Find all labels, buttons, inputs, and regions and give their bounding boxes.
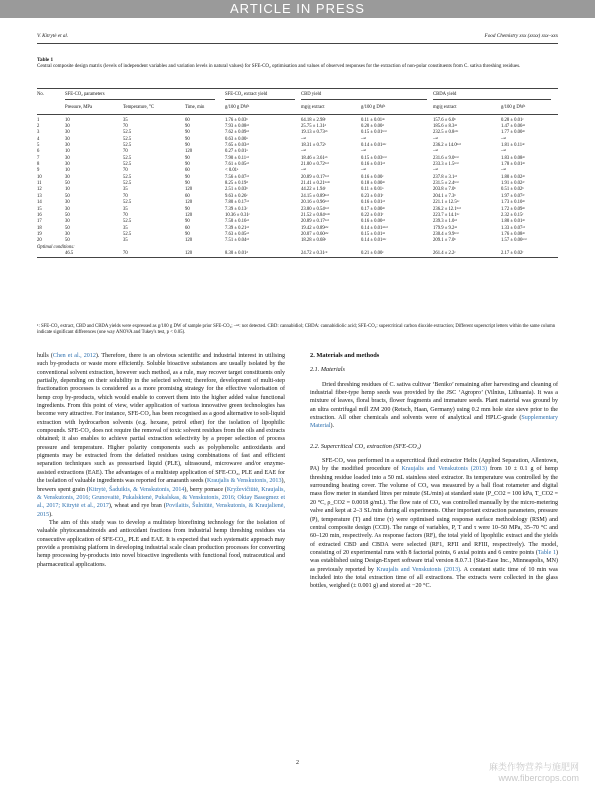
table-cell: 120	[185, 238, 193, 244]
table-cell: 44.22 ± 1.94ᵉ	[301, 187, 326, 193]
table-cell: 50	[65, 225, 70, 231]
header-rule	[37, 43, 558, 44]
table-cell: 8	[37, 162, 40, 168]
table-cell: 7.39 ± 0.13ᶜ	[225, 206, 248, 212]
text-run: ), berry pomace (	[184, 486, 227, 493]
table-cell: 52.5	[123, 181, 132, 187]
table-cell: 30	[65, 124, 70, 130]
table-cell: –ᵃᵈ	[433, 149, 439, 155]
header-pressure: Pressure, MPa	[65, 103, 123, 114]
table-cell: 0.18 ± 0.00ᵈᵉ	[361, 181, 385, 187]
header-cbd-unit-dw: g/100 g DW¹	[361, 103, 433, 114]
table-cell: 30	[65, 231, 70, 237]
table-row	[37, 114, 558, 124]
table-cell: 60	[185, 117, 190, 123]
table-cell: 64.18 ± 2.98ᵉ	[301, 117, 326, 123]
table-cell: –ᵃᵈ	[433, 136, 439, 142]
table-cell: 7.56 ± 0.07ᶜᵈ	[225, 174, 249, 180]
table-cell: 230.4 ± 9.9ᵇᶜᵈ	[433, 231, 459, 237]
table-cell: 0.14 ± 0.01ᵃᵇᶜᵈ	[361, 225, 388, 231]
table-cell: 90	[185, 174, 190, 180]
table-cell: 35	[123, 238, 128, 244]
table-cell: 261.4 ± 2.2ᵉ	[433, 251, 501, 258]
table-cell: 11	[37, 181, 42, 187]
citation-link[interactable]: Kryževičiūtė, Kraujalis, & Venskutonis, 2016; Grunovaitė, Pukalskienė, Pukalskas, & Venskutonis, 2016; Oktay Basegmez et al., 2017; Kitrytė et al., 2017	[37, 486, 285, 510]
section-heading-materials-methods: 2. Materials and methods	[310, 352, 380, 359]
table-cell: 7.93 ± 0.08ᵉᵈ	[225, 124, 249, 130]
table-caption: Central composite design matrix (levels of independent variables and variation levels in natural values) for SFE-CO₂ optimisation and values of observed responses for the extraction of non-polar constituents from C. sativa threshing residues.	[37, 64, 521, 69]
table-cell: 90	[185, 206, 190, 212]
table-cell	[37, 251, 65, 258]
table-cell: 20.89 ± 0.17ᵇᶜᵈ	[301, 219, 329, 225]
table-cell: 0.14 ± 0.01ᵃᵇᶜ	[361, 238, 387, 244]
table-cell: 19	[37, 231, 42, 237]
table-cell: 35	[123, 187, 128, 193]
table-cell: 0.11 ± 0.01ᵃᵇ	[361, 117, 385, 123]
header-temperature: Temperature, °C	[123, 103, 185, 114]
table-cell: 20.16 ± 0.96ᵇᶜᵈ	[301, 200, 329, 206]
table-cell: 18	[37, 225, 42, 231]
table-cell: 0.14 ± 0.01ᵃᵇᶜ	[361, 143, 387, 149]
table-cell: 52.5	[123, 200, 132, 206]
citation-link[interactable]: Kraujalis and Venskutonis (2013)	[376, 566, 461, 573]
running-header-journal: Food Chemistry xxx (xxxx) xxx–xxx	[484, 33, 558, 39]
table-cell: 19.42 ± 0.89ᵃᵇᶜ	[301, 225, 329, 231]
table-cell: 7.65 ± 0.03ᶜᵈ	[225, 143, 249, 149]
table-cell: –ᵃᵈ	[361, 168, 367, 174]
table-cell: 30	[65, 130, 70, 136]
table-cell: 185.6 ± 8.3ᵃᵇ	[433, 124, 458, 130]
table-cell: 0.16 ± 0.01ᶜᵈ	[361, 162, 385, 168]
table-cell: 120	[185, 200, 193, 206]
table-cell: 35	[123, 206, 128, 212]
table-cell: 60	[185, 225, 190, 231]
table-cell: –ᵃᵈ	[361, 149, 367, 155]
table-cell: 7.63 ± 0.05ᶜᵈ	[225, 231, 249, 237]
table-cell: 46.5	[65, 251, 123, 258]
right-text-column	[310, 352, 558, 591]
table-cell: 1.81 ± 0.11ᵈᵉ	[501, 143, 525, 149]
table-cell: 3	[37, 130, 40, 136]
table-cell: 2	[37, 124, 40, 130]
left-text-column	[37, 352, 285, 569]
table-cell: 20.07 ± 0.60ᵃᵇᶜ	[301, 231, 329, 237]
table-cell: 1.57 ± 0.06ᵇᶜᵈ	[501, 238, 527, 244]
table-cell: 231.5 ± 2.4ᵇᶜᵈ	[433, 181, 459, 187]
text-run: ), brewers spent grain (	[37, 478, 285, 493]
table-cell: 60	[185, 168, 190, 174]
table-cell: 120	[185, 212, 193, 218]
text-run: ) was established using Design-Expert software trial version 8.0.7.1 (Stat-Ease Inc., Minneapolis, MN) as previously reported by	[310, 549, 558, 573]
text-run: ).	[330, 423, 335, 430]
table-cell: 7.90 ± 0.11ᶜᵈ	[225, 155, 249, 161]
table-cell: 1.76 ± 0.03ᵇ	[225, 117, 248, 123]
table-cell: 16	[37, 212, 42, 218]
table-cell: 30	[65, 155, 70, 161]
table-link[interactable]: Table 1	[537, 549, 556, 556]
table-cell: 52.5	[123, 174, 132, 180]
table-cell: –ᵃᵈ	[501, 168, 507, 174]
text-run: . A constant static time of 10 min was included into the total extraction time of all extractions. The extracts were collected in the glass bottles, weighed (± 0.001 g) and stored at −20 °C.	[310, 566, 558, 590]
table-cell: < 0.01ᵃ	[225, 168, 239, 174]
table-cell: 50	[65, 212, 70, 218]
table-cell: 2.17 ± 0.02ᶠ	[501, 251, 558, 258]
table-footnote: ¹: SFE-CO₂ extract, CBD and CBDA yields were expressed as g/100 g DW of sample prior SFE-CO₂; –ⁿᵈ: not detected. CBD: cannabidiol; CBDA: cannabidiolic acid; SFE-CO₂: supercritical carbon dioxide extraction; Different superscript letters within the same column indicate significant differences (one way ANOVA and Tukey's test, p < 0.05).	[37, 324, 556, 336]
central-composite-design-table	[37, 91, 558, 258]
text-run: hulls (	[37, 353, 53, 359]
table-cell: 120	[185, 149, 193, 155]
table-cell: 10.36 ± 0.31ᵉ	[225, 212, 250, 218]
table-cell: 70	[123, 168, 128, 174]
table-cell: 90	[185, 143, 190, 149]
table-cell: 10	[65, 168, 70, 174]
table-cell: 1.77 ± 0.00ᵈᵉ	[501, 130, 525, 136]
table-cell: 0.16 ± 0.01ᶜᵈ	[361, 200, 385, 206]
table-cell: 10	[65, 117, 70, 123]
table-cell: 2.51 ± 0.03ᵇ	[225, 187, 248, 193]
table-cell: 0.15 ± 0.03ᵇᶜᵈ	[361, 155, 387, 161]
table-cell: 7.80 ± 0.17ᶜᵈ	[225, 200, 249, 206]
text-run: ).	[49, 511, 53, 518]
table-cell: –ᵃᵈ	[501, 136, 507, 142]
table-cell: 30	[65, 136, 70, 142]
table-cell: 90	[185, 162, 190, 168]
table-cell: 2.32 ± 0.15ᶠ	[501, 212, 524, 218]
table-cell: 52.5	[123, 136, 132, 142]
table-cell: 203.8 ± 7.0ᵇ	[433, 187, 456, 193]
text-run: from 10 ± 0.1 g of hemp threshing residue loaded into a 50 mL stainless steel extractor. Its temperature was controlled by the surrounding heating cover. The volume of CO₂ was measured by a ball float rotameter and digital mass flow meter in standard litres per minute (SL/min) at standard state (P_CO2 = 100 kPa, T_CO2 = 20 °C, ρ_CO2 = 0.0018 g/mL). The flow rate of CO₂ was controlled manually by the micro-metering valve and kept at 2–3 SL/min during all experiments. Other important extraction parameters, pressure (P), temperature (T) and time (τ) were optimised using response surface methodology (RSM) and central composite design (CCD). The range of variables, P, T and τ were 10–50 MPa, 35–70 °C and 60–120 min, respectively. As response factors (RF), the total yield of lipophilic extract and the yields of extracted CBD and CBDA were selected (RF1, RFII and RFIII, respectively). The model, consisting of 20 experimental runs with 8 factorial points, 6 axial points and 6 centre points (	[310, 466, 558, 556]
table-cell: 23.80 ± 0.54ᵇᶜᵈ	[301, 206, 329, 212]
text-run: ), wheat and rye bran (	[108, 503, 166, 510]
table-cell: 10	[65, 149, 70, 155]
citation-link[interactable]: Povilaitis, Šulniūtė, Venskutonis, & Kraujalienė, 2015	[37, 503, 285, 518]
header-cbd-yield: CBD yield	[301, 92, 427, 100]
header-time: Time, min	[185, 103, 225, 114]
table-cell: 0.51 ± 0.02ᵇ	[501, 187, 524, 193]
table-cell: 35	[123, 117, 128, 123]
table-cell: 18.31 ± 0.72ᵃ	[301, 143, 326, 149]
table-cell: 50	[65, 193, 70, 199]
table-cell: 223.7 ± 14.1ᵇᶜ	[433, 212, 460, 218]
table-cell: 19.13 ± 0.73ᵃᵇ	[301, 130, 328, 136]
header-sfe-parameters: SFE-CO₂ parameters	[65, 92, 215, 100]
table-cell: 1.80 ± 0.01ᵈᵉ	[501, 219, 525, 225]
table-cell: 10	[37, 174, 42, 180]
table-cell: 24.15 ± 0.89ᵇᶜᵈ	[301, 193, 329, 199]
table-cell: 0.20 ± 0.00ᵈ	[361, 124, 384, 130]
table-cell: 90	[185, 219, 190, 225]
table-cell: 90	[185, 231, 190, 237]
table-cell: 90	[185, 155, 190, 161]
table-cell: 20.89 ± 0.17ᵇᶜᵈ	[301, 174, 329, 180]
table-cell: 1	[37, 117, 40, 123]
table-cell: 7.61 ± 0.05ᶜᵈ	[225, 162, 249, 168]
table-cell: 20	[37, 238, 42, 244]
header-cbda-yield: CBDA yield	[433, 92, 551, 100]
table-cell: 70	[123, 124, 128, 130]
table-cell: 120	[185, 251, 225, 258]
watermark	[489, 762, 579, 784]
optimal-conditions-label: Optimal conditions:	[37, 244, 75, 250]
table-cell: 0.17 ± 0.00ᵈᵉ	[361, 206, 385, 212]
supplementary-link[interactable]: Supplementary Material	[310, 415, 558, 430]
table-cell: 30	[65, 206, 70, 212]
text-run: SFE-CO₂ was performed in a supercritical fluid extractor Helix (Applied Separation, Allentown, PA) by the modified procedure of	[310, 458, 558, 473]
table-cell: 1.83 ± 0.08ᵈᵉ	[501, 155, 525, 161]
table-cell: 70	[123, 149, 128, 155]
table-cell: 24.72 ± 0.31ᶜᵈ	[301, 251, 361, 258]
table-cell: 9.63 ± 0.26ᵉ	[225, 193, 248, 199]
table-cell: 0.27 ± 0.01ᵃ	[225, 149, 248, 155]
table-cell: 52.5	[123, 231, 132, 237]
table-cell: 6	[37, 149, 40, 155]
table-cell: 204.1 ± 7.3ᵇ	[433, 193, 456, 199]
table-cell: 157.6 ± 6.0ᵇ	[433, 117, 456, 123]
table-cell: 90	[185, 130, 190, 136]
table-cell: 233.3 ± 1.5ᵇᶜᵈ	[433, 162, 459, 168]
header-extract-yield: SFE-CO₂ extract yield	[225, 92, 295, 100]
table-cell: 70	[123, 212, 128, 218]
table-cell: 0.11 ± 0.01ᵃ	[361, 187, 384, 193]
table-cell: 179.9 ± 9.2ᵃᵇ	[433, 225, 458, 231]
table-cell: 209.1 ± 7.0ᵇ	[433, 238, 456, 244]
text-run: Dried threshing residues of C. sativa cultivar ‘Beniko’ remaining after harvesting and cleaning of industrial fiber-type hemp seeds was provided by the JSC ‘Agropro’ (Vilnius, Lithuania). It was a mixture of leaves, floral bracts, flower fragments and immature seeds. Plant material was ground by an ultra centrifugal mill ZM 200 (Retsch, Haan, Germany) using 0.2 mm hole size sieve prior to the extraction. All other chemicals and solvents were of analytical and HPLC-grade (	[310, 381, 558, 422]
table-cell: 7.39 ± 0.21ᶜᵈ	[225, 225, 249, 231]
table-cell: 0.16 ± 0.00ᶜᵈ	[361, 219, 385, 225]
header-yield-unit: g/100 g DW¹	[225, 103, 301, 114]
text-run: ). Therefore, there is an obvious scientific and industrial interest in utilising such by-products or waste more efficiently. Soluble bioactive substances are usually isolated by the conventional solvent extraction, however such method, as a rule, may recover target constituents only partially, depending on their solubility in the selected solvent; therefore, development of multi-step fractionation processes is considered as a more promising strategy for the effective valorisation of hemp crop by-products, which would enable to convert them into the higher added value functional ingredients. From this point of view, wider application of various innovative green technologies has become very attractive. For instance, SFE-CO₂ has been recognised as a good alternative to soli-liquid extraction with hydrocarbon solvents (e.g. hexane, petrol ether) for the isolation of lipophilic compounds. SFE-CO₂ does not require the removal of toxic solvent residues from the oils and extracts obtained; it also enables to achieve partial extraction selectivity by a proper selection of process pressure and temperature. Higher polarity components such as polyphenolic antioxidants and pigments may be extracted from the defatted residues using combinations of fast and efficient separation techniques such as pressurised liquid (PLE), ultrasound, microwave and/or enzyme-assisted extractions (EAE). The advantages of a multistep application of SFE-CO₂, PLE and EAE for the isolation of valuable ingredients was reported for amaranth seeds (	[37, 353, 285, 485]
table-cell: –ᵃᵈ	[361, 136, 367, 142]
table-cell: 15	[37, 206, 42, 212]
table-cell: 1.91 ± 0.02ᵉᶠ	[501, 181, 525, 187]
table-cell: 52.5	[123, 219, 132, 225]
table-cell: 30	[65, 219, 70, 225]
aim-paragraph: The aim of this study was to develop a multistep biorefining technology for the isolation of valuable phytocannabinoids and antioxidant fractions from industrial hemp threshing residues via consecutive application of SFE-CO₂, PLE and EAE. It is expected that such systematic approach may provide a promising platform in developing industrial scale clean production processes for converting hemp processing by-products into novel bioactive ingredients with functional food, nutraceutical and pharmaceutical applications.	[37, 519, 285, 568]
table-cell: 236.2 ± 12.1ᵇᶜᵈ	[433, 206, 461, 212]
table-cell: 9	[37, 168, 40, 174]
materials-paragraph	[310, 381, 558, 431]
table-cell: 120	[185, 187, 193, 193]
intro-paragraph	[37, 352, 285, 519]
table-cell: 21.52 ± 0.84ᵇᶜᵈᵉ	[301, 212, 330, 218]
table-cell: 1.72 ± 0.09ᵈᵉ	[501, 206, 525, 212]
page-number: 2	[296, 760, 299, 766]
table-cell: –ᵃᵈ	[501, 149, 507, 155]
table-cell: 50	[65, 181, 70, 187]
table-cell: 236.2 ± 14.0ᵇᶜᵈ	[433, 143, 461, 149]
table-cell: 90	[185, 136, 190, 142]
table-cell: 5	[37, 143, 40, 149]
table-cell: 231.6 ± 9.0ᵇᶜᵈ	[433, 155, 459, 161]
table-cell: 0.63 ± 0.00ᵃ	[225, 136, 248, 142]
table-cell: 7.51 ± 0.04ᶜᵈ	[225, 238, 249, 244]
table-cell: 13	[37, 193, 42, 199]
subsection-heading-sfe: 2.2. Supercritical CO₂ extraction (SFE-CO₂)	[310, 442, 421, 450]
sfe-paragraph	[310, 457, 558, 591]
table-top-rule	[37, 88, 558, 89]
table-cell: 50	[65, 238, 70, 244]
table-cell: 17	[37, 219, 42, 225]
table-cell: 25.75 ± 1.31ᵈ	[301, 124, 327, 130]
table-cell: –ᵃᵈ	[301, 149, 307, 155]
table-cell: 30	[65, 143, 70, 149]
table-cell: 7.50 ± 0.16ᶜᵈ	[225, 219, 249, 225]
table-cell: 7	[37, 155, 40, 161]
table-cell: 7.62 ± 0.09ᶜᵈ	[225, 130, 249, 136]
table-cell: –ᵃᵈ	[433, 168, 439, 174]
table-title: Table 1	[37, 57, 54, 63]
table-cell: 18.28 ± 0.68ᵃ	[301, 238, 326, 244]
table-cell: 232.5 ± 0.8ᶜᵈᵉ	[433, 130, 459, 136]
header-cbd-unit-extract: mg/g extract	[301, 103, 361, 114]
table-cell: –ᵃᵈ	[301, 168, 307, 174]
table-cell: 21.00 ± 0.72ᵇᶜᵈ	[301, 162, 329, 168]
table-cell: 1.73 ± 0.10ᵈᵉ	[501, 200, 525, 206]
table-cell: 18.46 ± 3.61ᵃᵇ	[301, 155, 328, 161]
article-in-press-banner: ARTICLE IN PRESS	[0, 0, 595, 18]
watermark-url: www.fibercrops.com	[498, 773, 579, 783]
table-cell: 21.41 ± 0.21ᵇᶜᵈᵉ	[301, 181, 330, 187]
table-cell: 10	[65, 187, 70, 193]
table-cell: 1.97 ± 0.07ᵉᶠ	[501, 193, 525, 199]
table-cell: 70	[123, 251, 185, 258]
table-cell: 30	[65, 200, 70, 206]
table-cell: 221.1 ± 12.5ᵇᶜ	[433, 200, 460, 206]
citation-link[interactable]: Chen et al., 2012	[52, 353, 96, 359]
table-cell: 4	[37, 136, 40, 142]
table-cell: 0.22 ± 0.01ᶠ	[361, 212, 384, 218]
table-cell: 30	[65, 174, 70, 180]
citation-link[interactable]: Kraujalis & Venskutonis, 2013	[206, 478, 282, 485]
table-cell: 0.15 ± 0.01ᵇᶜᵈ	[361, 130, 387, 136]
table-cell: 8.30 ± 0.01ᵈ	[225, 251, 301, 258]
table-cell: 0.21 ± 0.00ᵉ	[361, 251, 433, 258]
citation-link[interactable]: Kraujalis and Venskutonis (2013)	[401, 466, 487, 473]
table-cell: 239.3 ± 1.0ᶜᵈ	[433, 219, 457, 225]
table-cell: –ᵃᵈ	[301, 136, 307, 142]
table-cell: 35	[123, 225, 128, 231]
table-cell: 90	[185, 181, 190, 187]
table-cell: 0.16 ± 0.00ᶜ	[361, 174, 384, 180]
header-cbda-unit-extract: mg/g extract	[433, 103, 501, 114]
table-cell: 52.5	[123, 143, 132, 149]
table-cell: 237.8 ± 3.1ᶜᵈ	[433, 174, 457, 180]
table-cell: 52.5	[123, 155, 132, 161]
table-cell: 1.76 ± 0.08ᵈᵉ	[501, 231, 525, 237]
header-cbda-unit-dw: g/100 g DW¹	[501, 103, 558, 114]
table-cell: 30	[65, 162, 70, 168]
table-cell: 1.33 ± 0.07ᶜᵈ	[501, 225, 525, 231]
running-header-authors: V. Kitrytė et al.	[37, 33, 69, 39]
table-cell: 1.78 ± 0.01ᵈᵉ	[501, 162, 525, 168]
table-cell: 52.5	[123, 130, 132, 136]
table-cell: 1.80 ± 0.02ᵈᵉ	[501, 174, 525, 180]
table-cell: 90	[185, 124, 190, 130]
subsection-heading-materials: 2.1. Materials	[310, 366, 345, 374]
citation-link[interactable]: Kitrytė, Šaduikis, & Venskutonis, 2014	[88, 486, 185, 493]
table-cell: 52.5	[123, 162, 132, 168]
table-cell: 14	[37, 200, 42, 206]
table-cell: 8.25 ± 0.19ᵈ	[225, 181, 248, 187]
table-cell: 0.15 ± 0.01ᵃᵇ	[361, 231, 386, 237]
table-cell: 0.23 ± 0.01ᶠ	[361, 193, 384, 199]
table-cell: 60	[185, 193, 190, 199]
watermark-site-name: 麻类作物营养与施肥网	[488, 762, 579, 772]
header-no: No.	[37, 92, 44, 97]
table-cell: 0.28 ± 0.01ᵉ	[501, 117, 524, 123]
optimal-conditions-row	[37, 251, 558, 258]
table-cell: 70	[123, 193, 128, 199]
table-cell: 1.47 ± 0.06ᵃᵇ	[501, 124, 526, 130]
table-cell: 12	[37, 187, 42, 193]
